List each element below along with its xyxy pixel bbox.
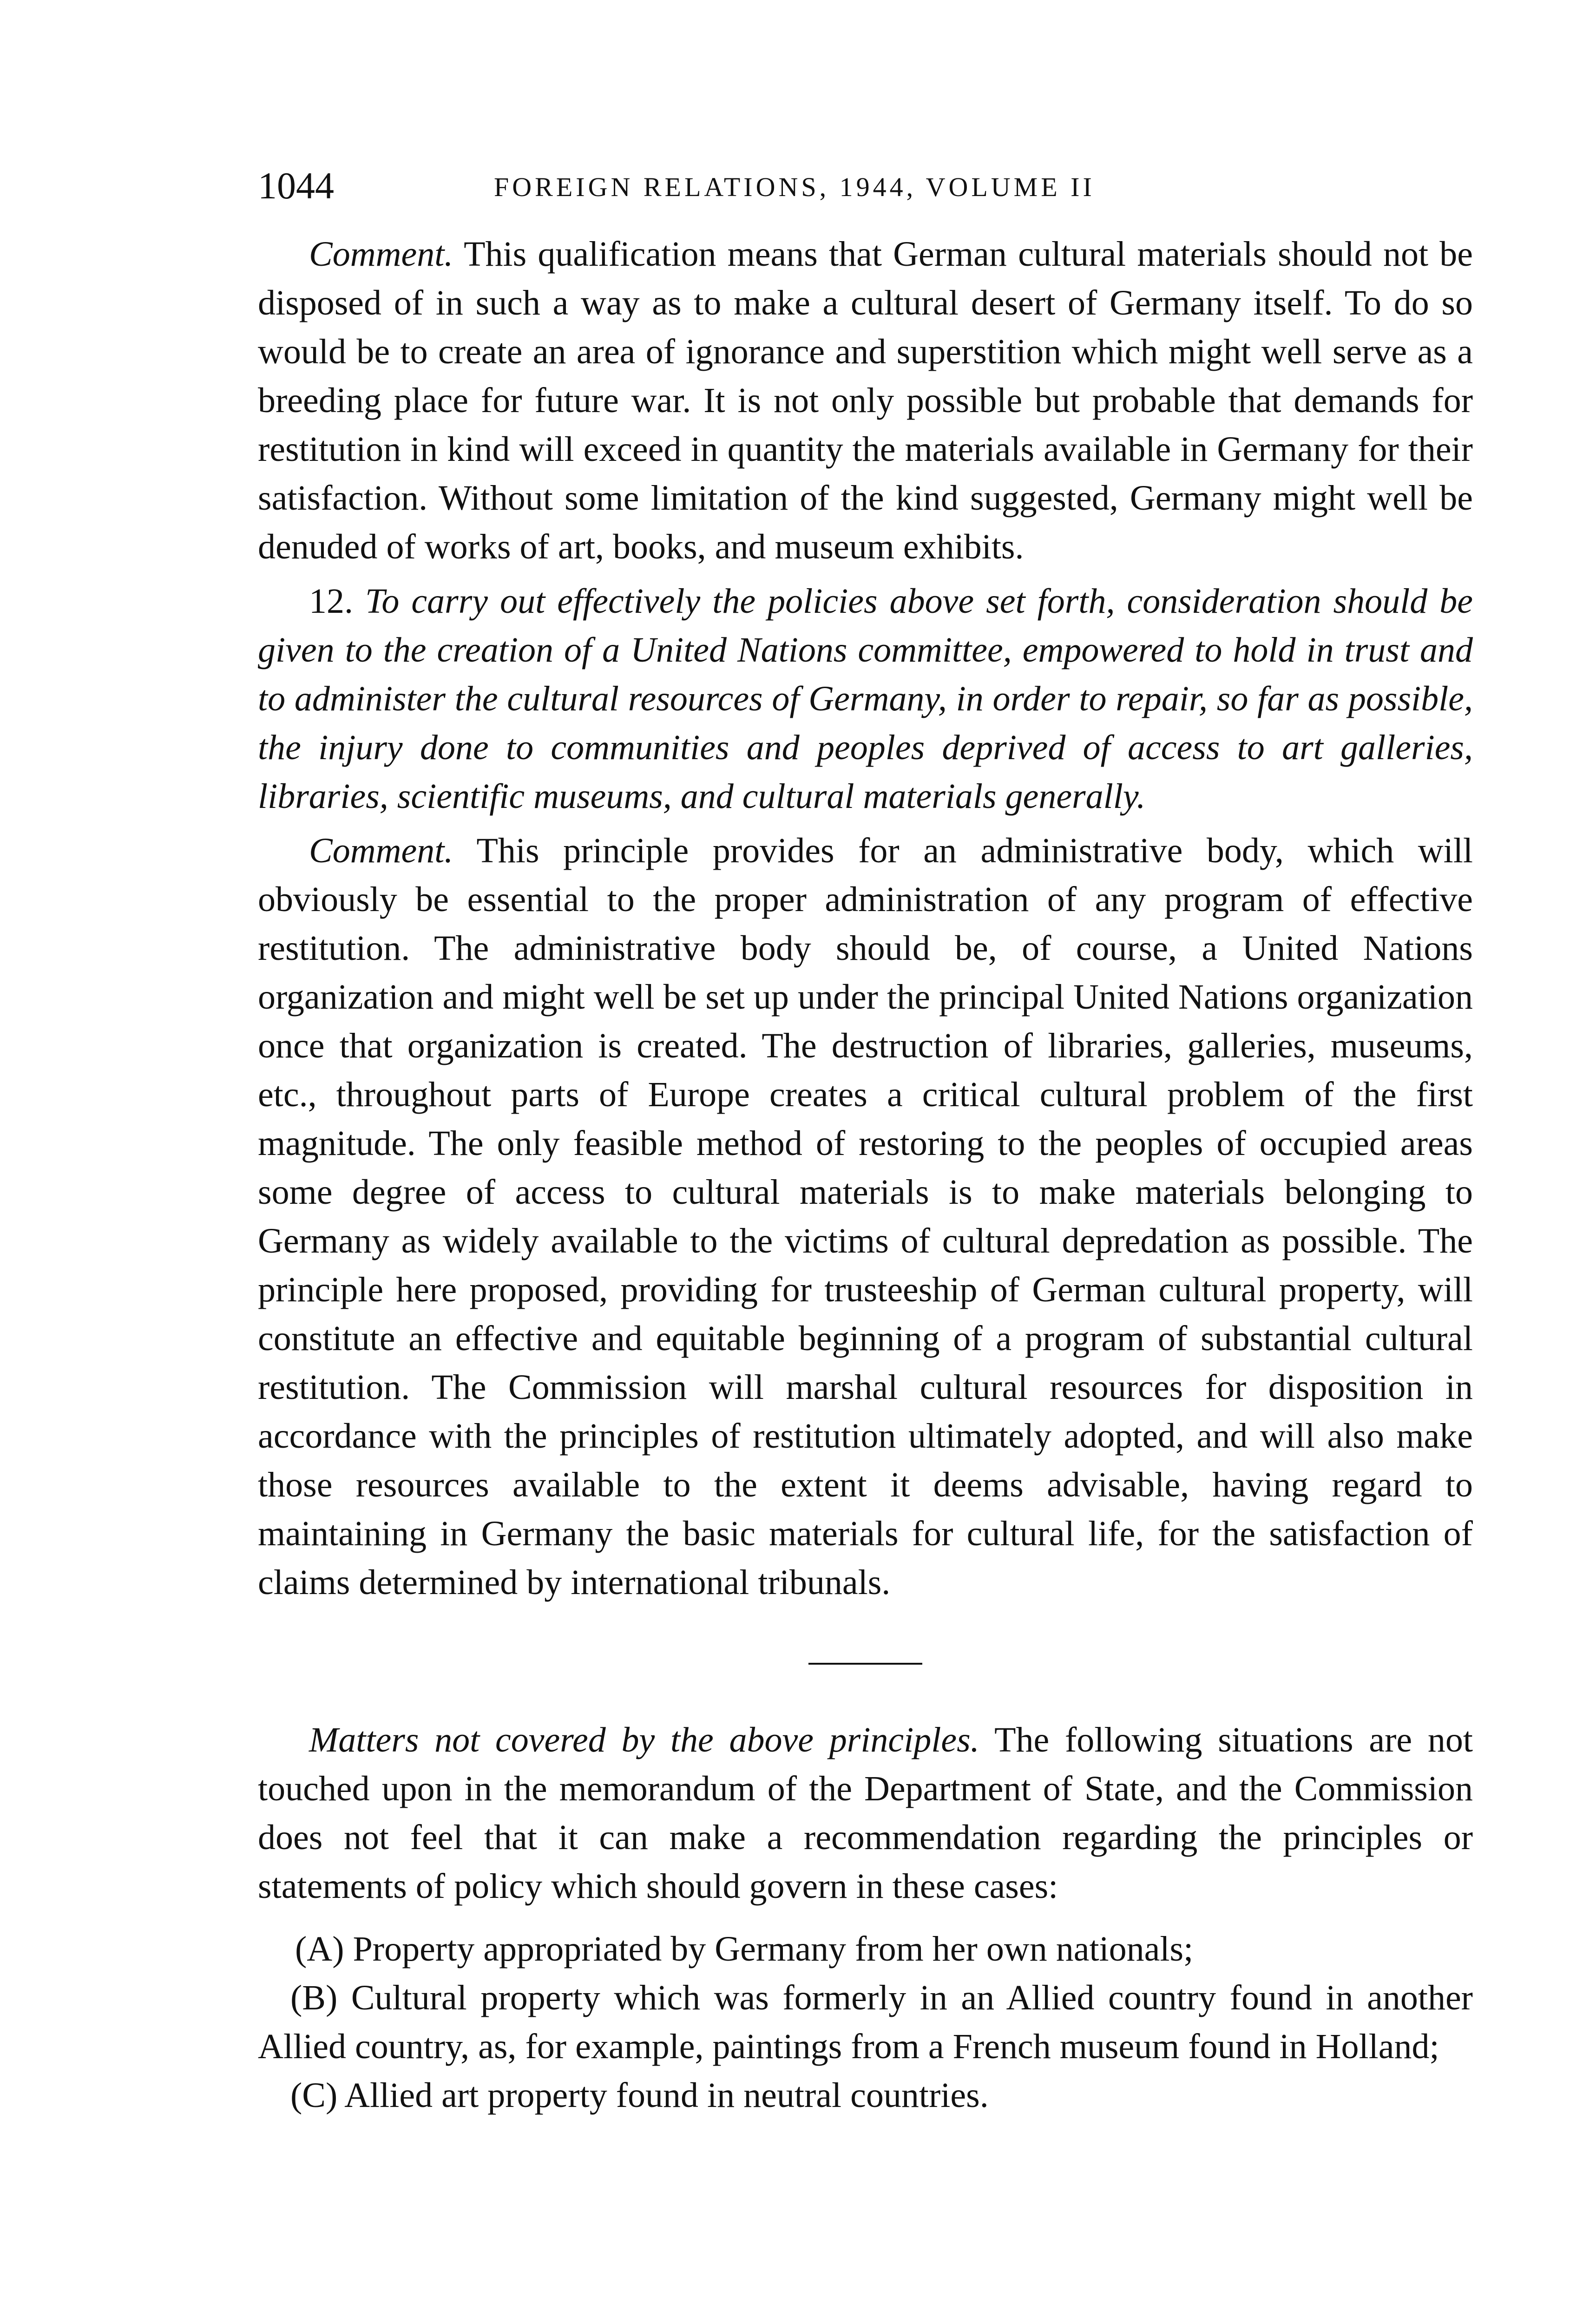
list-item: (C) Allied art property found in neutral countries.	[290, 2076, 989, 2115]
principle-number: 12.	[309, 582, 353, 621]
comment-text: This qualification means that German cultural materials should not be disposed of in such a way as to make a cultural desert of Germany itself. To do so would be to create an area of ignorance and superstition which might well serve as a breeding place for future war. It is not only possible but probable that demands for restitution in kind will exceed in quantity the materials available in Germany for their satisfaction. Without some limitation of the kind suggested, Germany might well be denuded of works of art, books, and museum exhibits.	[258, 235, 1473, 566]
document-page	[258, 158, 1473, 2120]
principle-text: To carry out effectively the policies above set forth, consideration should be given to the creation of a United Nations committee, empowered to hold in trust and to administer the cultural resources of Germany, in order to repair, so far as possible, the injury done to communities and peoples deprived of access to art galleries, libraries, scientific museums, and cultural materials generally.	[258, 582, 1473, 816]
section-divider	[808, 1663, 922, 1665]
principle-paragraph-12	[258, 577, 1473, 821]
comment-paragraph-1	[258, 230, 1473, 571]
matters-paragraph	[258, 1716, 1473, 1911]
list-item: (A) Property appropriated by Germany from her own nationals;	[295, 1929, 1194, 1969]
comment-paragraph-2	[258, 827, 1473, 1607]
running-head: FOREIGN RELATIONS, 1944, VOLUME II	[494, 172, 1095, 202]
comment-text: This principle provides for an administrative body, which will obviously be essential to the proper administration of any program of effective restitution. The administrative body should be, of course, a United Nations organization and might well be set up under the principal United Nations organization once that organization is created. The destruction of libraries, galleries, museums, etc., throughout parts of Europe creates a critical cultural problem of the first magnitude. The only feasible method of restoring to the peoples of occupied areas some degree of access to cultural materials is to make materials belonging to Germany as widely available to the victims of cultural depredation as possible. The principle here proposed, providing for trusteeship of German cultural property, will constitute an effective and equitable beginning of a program of substantial cultural restitution. The Commission will marshal cultural resources for disposition in accordance with the principles of restitution ultimately adopted, and will also make those resources available to the extent it deems advisable, having regard to maintaining in Germany the basic materials for cultural life, for the satisfaction of claims determined by international tribunals.	[258, 831, 1473, 1602]
page-header	[258, 158, 1473, 214]
list-item: (B) Cultural property which was formerly in an Allied country found in another Allied country, as, for example, paintings from a French museum found in Holland;	[258, 1978, 1473, 2066]
comment-label: Comment.	[309, 831, 453, 870]
comment-label: Comment.	[309, 235, 453, 274]
matters-text: The following situations are not touched upon in the memorandum of the Department of State, and the Commission does not feel that it can make a recommendation regarding the principles or statements of policy which should govern in these cases:	[258, 1720, 1473, 1906]
page-number: 1044	[258, 164, 334, 207]
matters-label: Matters not covered by the above principles.	[309, 1720, 979, 1759]
cases-list	[258, 1925, 1473, 2120]
